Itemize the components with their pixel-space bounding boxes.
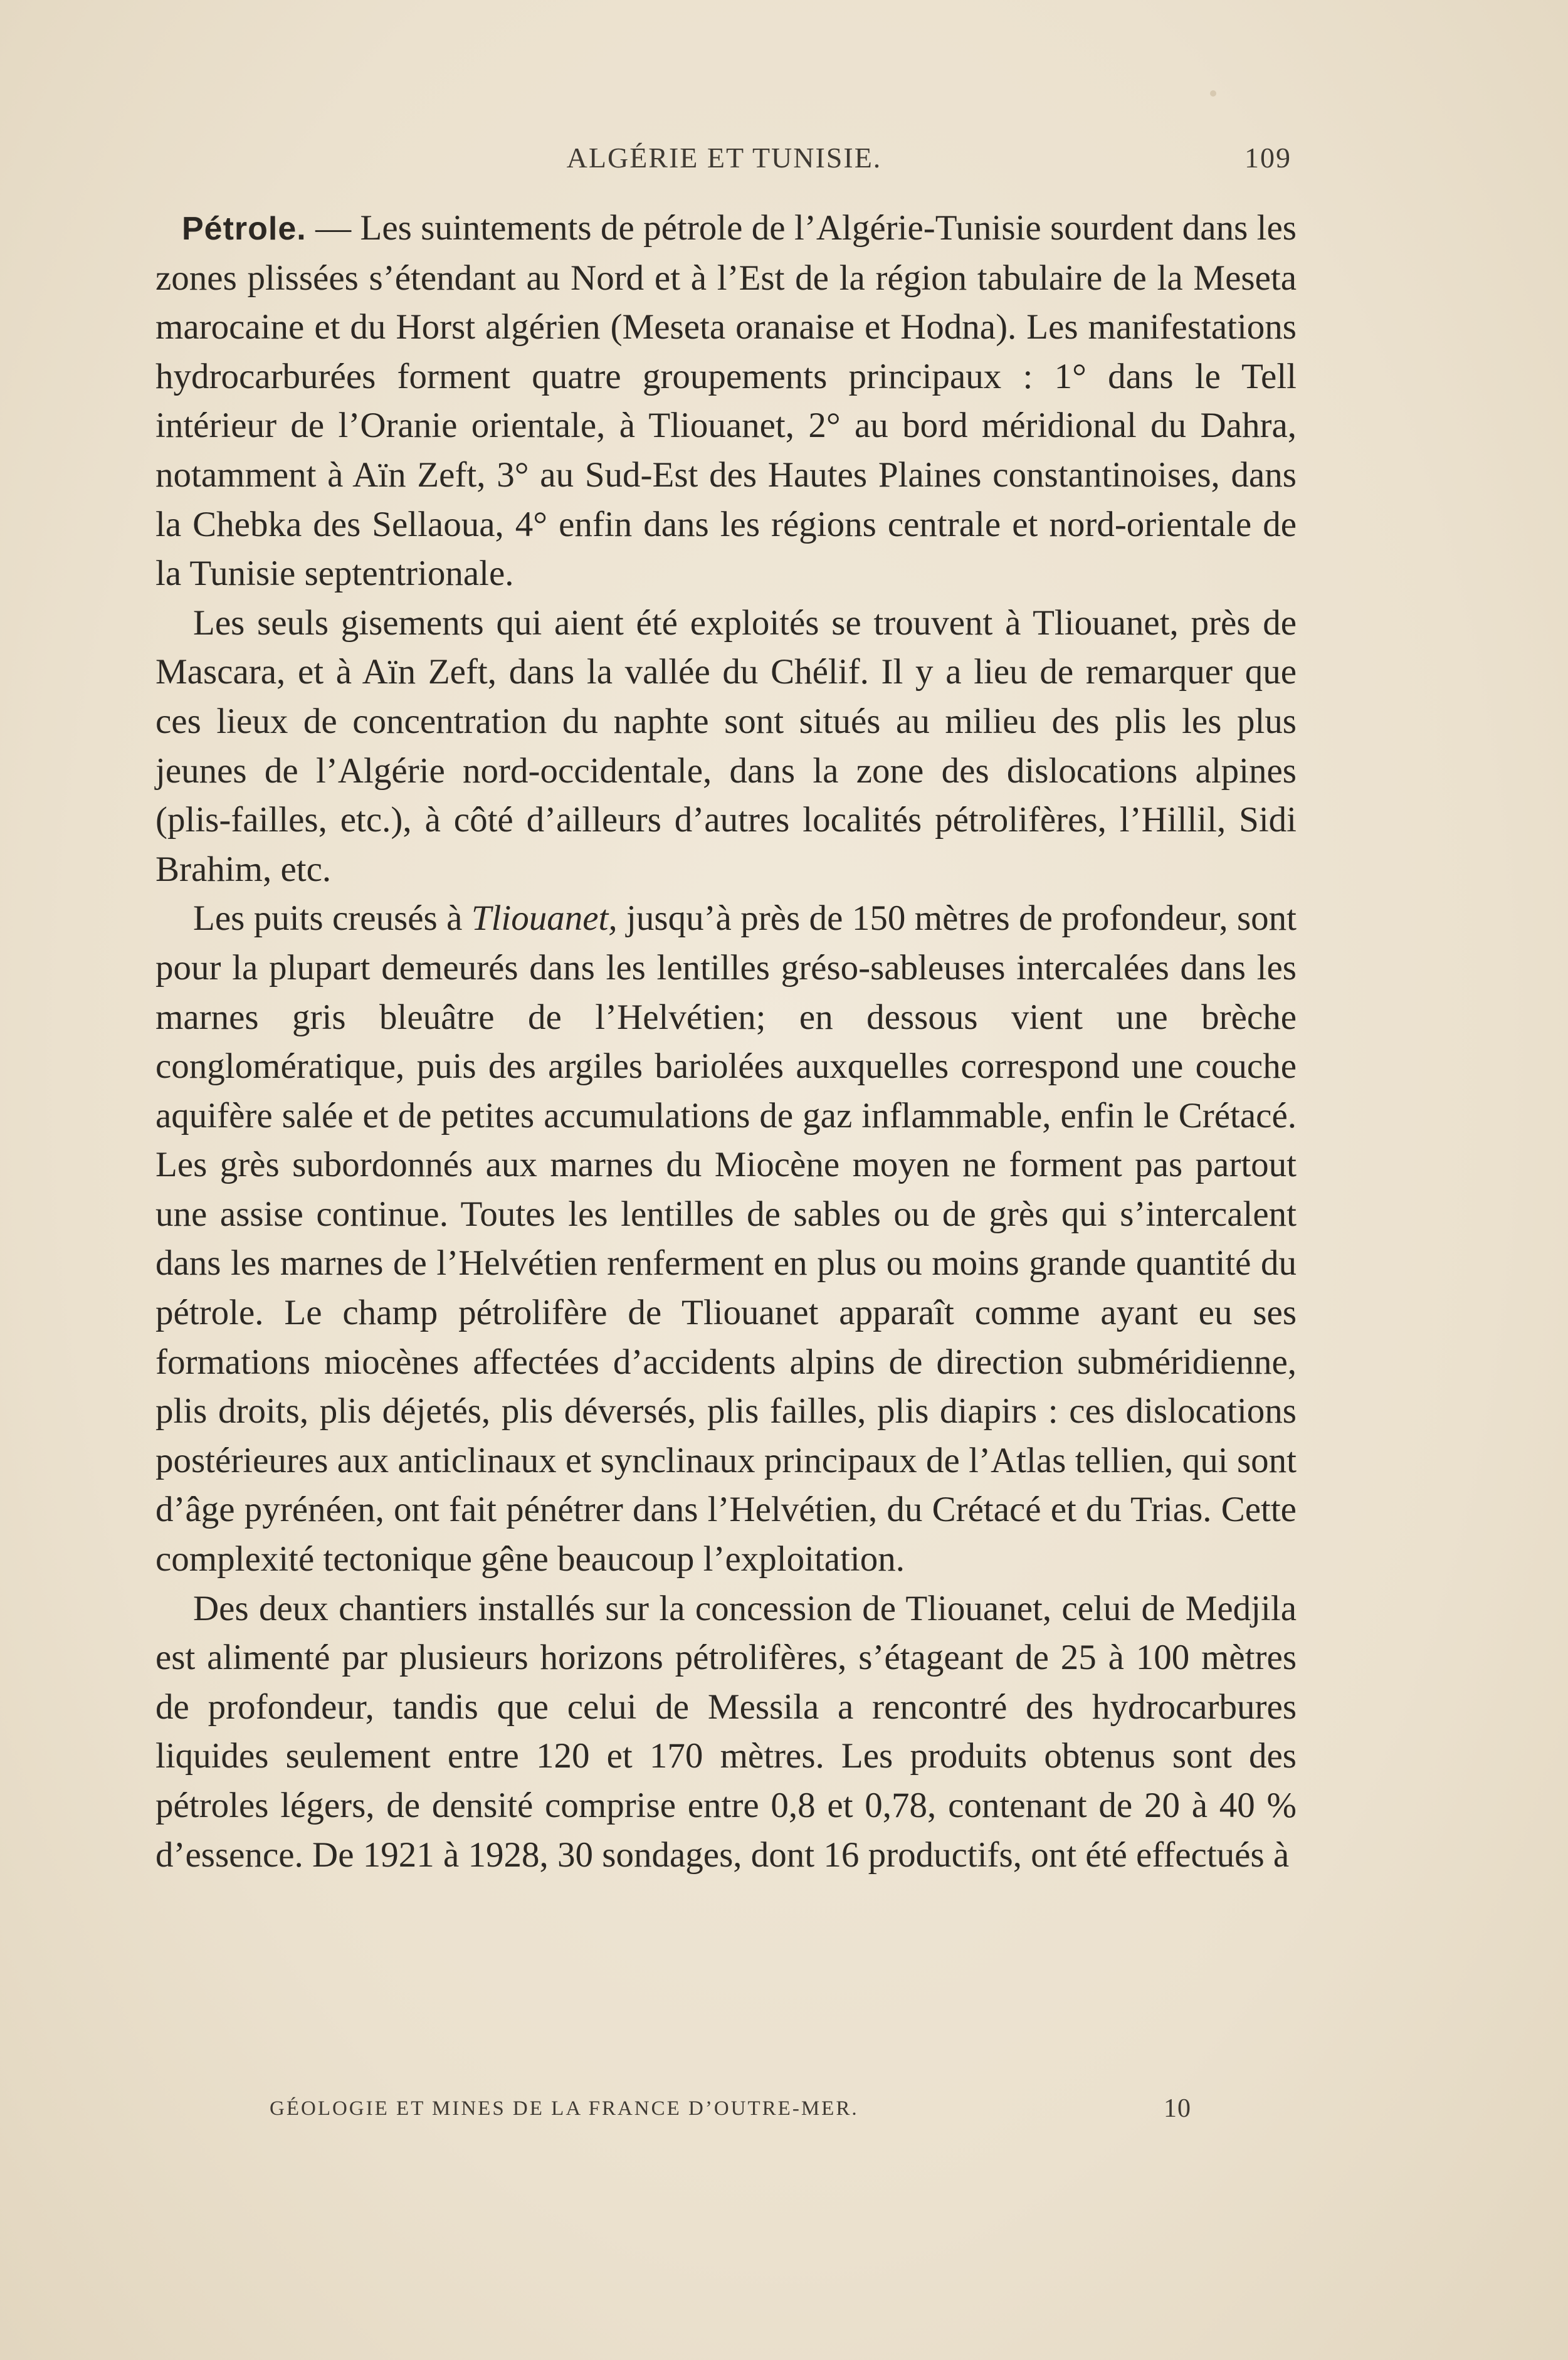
paper-speck (1210, 90, 1216, 97)
section-lead: Pétrole. (182, 211, 307, 247)
paragraph-tliouanet (155, 894, 1297, 1584)
paragraph-gisements: Les seuls gisements qui aient été exploités se trouvent à Tliouanet, près de Mascara, et à Aïn Zeft, dans la vallée du Chélif. Il y a lieu de remarquer que ces lieux de concentration du naphte sont situés au milieu des plis les plus jeunes de l’Algérie nord-occidentale, dans la zone des dislocations alpines (plis-failles, etc.), à côté d’ailleurs d’autres localités pétrolifères, l’Hillil, Sidi Brahim, etc. (155, 603, 1297, 889)
signature-mark: 10 (1164, 2094, 1191, 2123)
place-name-italic: Tliouanet, (471, 898, 618, 939)
body-text (155, 204, 1297, 1880)
paragraph-text: jusqu’à près de 150 mètres de profondeur, sont pour la plupart demeurés dans les lentilles gréso-sableuses intercalées dans les marnes gris bleuâtre de l’Helvétien; en dessous vient une brèche conglomératique, puis des argiles bariolées auxquelles correspond une couche aquifère salée et de petites accumulations de gaz inflammable, enfin le Crétacé. Les grès subordonnés aux marnes du Miocène moyen ne forment pas partout une assise continue. Toutes les lentilles de sables ou de grès qui s’intercalent dans les marnes de l’Helvétien renferment en plus ou moins grande quantité du pétrole. Le champ pétrolifère de Tliouanet apparaît comme ayant eu ses formations miocènes affectées d’accidents alpins de direction subméridienne, plis droits, plis déjetés, plis déversés, plis failles, plis diapirs : ces dislocations postérieures aux anticlinaux et synclinaux principaux de l’Atlas tellien, qui sont d’âge pyrénéen, ont fait pénétrer dans l’Helvétien, du Crétacé et du Trias. Cette complexité tectonique gêne beaucoup l’exploitation. (155, 898, 1297, 1579)
signature-line (270, 2094, 1248, 2135)
running-head (157, 141, 1292, 185)
signature-label: GÉOLOGIE ET MINES DE LA FRANCE D’OUTRE-MER. (270, 2097, 859, 2120)
paragraph-text: — Les suintements de pétrole de l’Algérie-Tunisie sourdent dans les zones plissées s’étendant au Nord et à l’Est de la région tabulaire de la Meseta marocaine et du Horst algérien (Meseta oranaise et Hodna). Les manifestations hydrocarburées forment quatre groupements principaux : 1° dans le Tell intérieur de l’Oranie orientale, à Tliouanet, 2° au bord méridional du Dahra, notamment à Aïn Zeft, 3° au Sud-Est des Hautes Plaines constantinoises, dans la Chebka des Sellaoua, 4° enfin dans les régions centrale et nord-orientale de la Tunisie septentrionale. (155, 208, 1297, 594)
page-number: 109 (1244, 142, 1292, 174)
paragraph-petrole (155, 204, 1297, 599)
paragraph-text: Les puits creusés à (193, 898, 471, 939)
running-title: ALGÉRIE ET TUNISIE. (566, 142, 882, 174)
paragraph-chantiers: Des deux chantiers installés sur la concession de Tliouanet, celui de Medjila est alimenté par plusieurs horizons pétrolifères, s’étageant de 25 à 100 mètres de profondeur, tandis que celui de Messila a rencontré des hydrocarbures liquides seulement entre 120 et 170 mètres. Les produits obtenus sont des pétroles légers, de densité comprise entre 0,8 et 0,78, contenant de 20 à 40 % d’essence. De 1921 à 1928, 30 sondages, dont 16 productifs, ont été effectués à (155, 1588, 1297, 1875)
